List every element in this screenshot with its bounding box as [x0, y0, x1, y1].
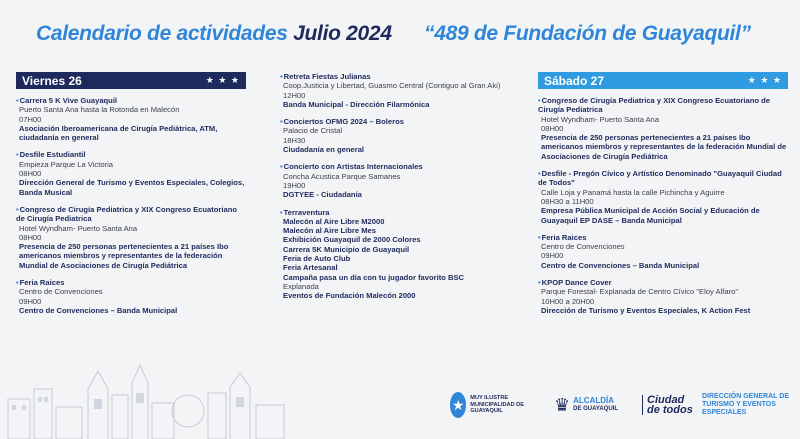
title-text: Calendario de actividades	[36, 22, 294, 45]
bullet-icon: •	[280, 207, 283, 217]
bullet-icon: •	[280, 72, 283, 81]
event-location: Puerto Santa Ana hasta la Rotonda en Malecón	[19, 105, 180, 115]
event-title: Conciertos OFMG 2024 – Boleros	[283, 117, 404, 127]
bullet-icon: •	[280, 162, 283, 172]
event-location: Palacio de Cristal	[283, 126, 343, 136]
event-title: Retreta Fiestas Julianas	[283, 72, 371, 81]
event-item	[16, 205, 246, 270]
event-title: Concierto con Artistas Internacionales	[283, 162, 423, 172]
event-title: Carrera 5 K Vive Guayaquil	[19, 96, 118, 105]
bullet-icon: •	[538, 169, 541, 179]
event-organizer: Ciudadanía en general	[283, 145, 365, 155]
municipality-name: MUY ILUSTRE MUNICIPALIDAD DE GUAYAQUIL	[470, 395, 524, 415]
day-label: Viernes 26	[22, 73, 82, 88]
event-item	[538, 169, 788, 225]
event-item	[280, 117, 520, 154]
bullet-icon: •	[16, 278, 19, 288]
bullet-icon: •	[16, 204, 19, 214]
event-title: Feria Raices	[541, 232, 587, 242]
event-location: Explanada	[283, 281, 319, 291]
event-title: Desfile - Pregón Cívico y Artístico Denominado "Guayaquil Ciudad de Todos"	[538, 169, 782, 188]
event-organizer: Centro de Convenciones – Banda Municipal	[541, 260, 700, 270]
star-emblem-icon: ★	[450, 392, 466, 418]
event-time: 08H00	[19, 232, 42, 242]
alcaldia-sub: DE GUAYAQUIL	[573, 406, 619, 412]
event-organizer: Centro de Convenciones – Banda Municipal	[19, 305, 178, 315]
torch-icon: ♛	[554, 394, 571, 415]
event-item	[280, 162, 520, 199]
event-time: 19H00	[283, 180, 306, 190]
event-organizer: Banda Municipal - Dirección Filarmónica	[283, 99, 430, 109]
event-item	[538, 96, 788, 161]
event-time: 08H30 a 11H00	[541, 196, 594, 206]
event-item	[16, 96, 246, 142]
event-item	[538, 278, 788, 315]
event-organizer: Eventos de Fundación Malecón 2000	[283, 291, 416, 301]
event-item	[16, 150, 246, 196]
event-organizer: Dirección de Turismo y Eventos Especiales, K Action Fest	[541, 305, 751, 315]
municipality-logo	[450, 392, 550, 418]
event-location: Coop.Justicia y Libertad, Guasmo Central (Contiguo al Gran Aki)	[283, 81, 501, 91]
event-location: Centro de Convenciones	[19, 287, 103, 297]
activity-line: Carrera 5K Municipio de Guayaquil	[283, 244, 410, 254]
event-title: Desfile Estudiantil	[19, 150, 86, 160]
city-skyline-illustration	[0, 359, 290, 439]
event-organizer: Presencia de 250 personas pertenecientes a 21 países Ibo americanos miembros y representantes de la federación Mundial de Asociaciones de Cirugía Pediátrica	[541, 133, 787, 161]
stars-icon: ★ ★ ★	[747, 75, 782, 85]
event-organizer: Dirección General de Turismo y Eventos Especiales, Colegios, Banda Musical	[19, 178, 245, 197]
activity-line: Feria de Auto Club	[283, 254, 351, 264]
title-month: Julio 2024	[293, 22, 392, 45]
alcaldia-label: ALCALDÍA	[573, 395, 615, 405]
bullet-icon: •	[16, 150, 19, 160]
ciudad-de-todos-logo: Ciudad de todos	[642, 395, 694, 415]
subtitle: “489 de Fundación de Guayaquil”	[424, 22, 751, 45]
header	[0, 0, 800, 60]
column-viernes	[16, 72, 246, 323]
activity-line: Feria Artesanal	[283, 263, 338, 273]
event-title: Congreso de Cirugía Pediatrica y XIX Congreso Ecuatoriano de Cirugía Pediatrica	[538, 96, 770, 115]
activity-line: Campaña pasa un día con tu jugador favorito BSC	[283, 272, 465, 282]
event-title: Congreso de Cirugía Pediatrica y XIX Congreso Ecuatoriano de Cirugía Pediatrica	[16, 204, 237, 224]
bullet-icon: •	[16, 96, 19, 105]
day-header-viernes	[16, 72, 246, 89]
column-sabado	[538, 72, 788, 323]
column-viernes-cont	[280, 72, 520, 309]
event-title: KPOP Dance Cover	[541, 278, 612, 288]
event-time: 12H00	[283, 90, 306, 100]
event-organizer: DGTYEE - Ciudadanía	[283, 190, 362, 200]
activity-line: Malecón al Aire Libre M2000	[283, 216, 385, 226]
bullet-icon: •	[538, 278, 541, 288]
page-title	[36, 22, 392, 46]
stars-icon: ★ ★ ★	[205, 75, 240, 85]
footer-logos	[450, 380, 795, 430]
event-time: 07H00	[19, 114, 42, 124]
bullet-icon: •	[538, 232, 541, 242]
event-title: Terraventura	[283, 207, 330, 217]
event-title: Feria Raices	[19, 278, 65, 288]
event-location: Hotel Wyndham- Puerto Santa Ana	[19, 223, 138, 233]
event-time: 10H00 a 20H00	[541, 296, 595, 306]
event-organizer: Empresa Pública Municipal de Acción Social y Educación de Guayaquil EP DASE – Banda Municipal	[541, 206, 760, 225]
event-time: 09H00	[541, 251, 564, 261]
event-organizer: Asociación Iberoamericana de Cirugía Pediátrica, ATM, ciudadanía en general	[19, 123, 218, 143]
event-item	[16, 278, 246, 315]
event-item	[280, 208, 520, 301]
event-organizer: Presencia de 250 personas pertenecientes a 21 países Ibo americanos miembros y representantes de la federación Mundial de Asociaciones de Cirugía Pediátrica	[19, 242, 229, 270]
bullet-icon: •	[280, 117, 283, 127]
event-item	[538, 233, 788, 270]
direccion-turismo-logo: DIRECCIÓN GENERAL DE TURISMO Y EVENTOS ESPECIALES	[702, 393, 789, 416]
event-location: Centro de Convenciones	[541, 242, 625, 252]
activity-line: Malecón al Aire Libre Mes	[283, 226, 376, 236]
day-header-sabado	[538, 72, 788, 89]
alcaldia-logo	[554, 395, 642, 416]
event-time: 09H00	[19, 296, 42, 306]
activity-line: Exhibición Guayaquil de 2000 Colores	[283, 235, 421, 245]
event-location: Calle Loja y Panamá hasta la calle Pichincha y Aguirre	[541, 187, 725, 197]
event-item	[280, 72, 520, 109]
bullet-icon: •	[538, 96, 541, 105]
event-location: Concha Acustica Parque Samanes	[283, 171, 401, 181]
event-time: 18H30	[283, 135, 306, 145]
event-time: 08H00	[541, 123, 564, 133]
event-location: Empieza Parque La Victoria	[19, 159, 113, 169]
event-time: 08H00	[19, 169, 42, 179]
event-location: Parque Forestal- Explanada de Centro Cívico "Eloy Alfaro"	[541, 287, 739, 297]
event-location: Hotel Wyndham- Puerto Santa Ana	[541, 114, 660, 124]
day-label: Sábado 27	[544, 73, 605, 88]
